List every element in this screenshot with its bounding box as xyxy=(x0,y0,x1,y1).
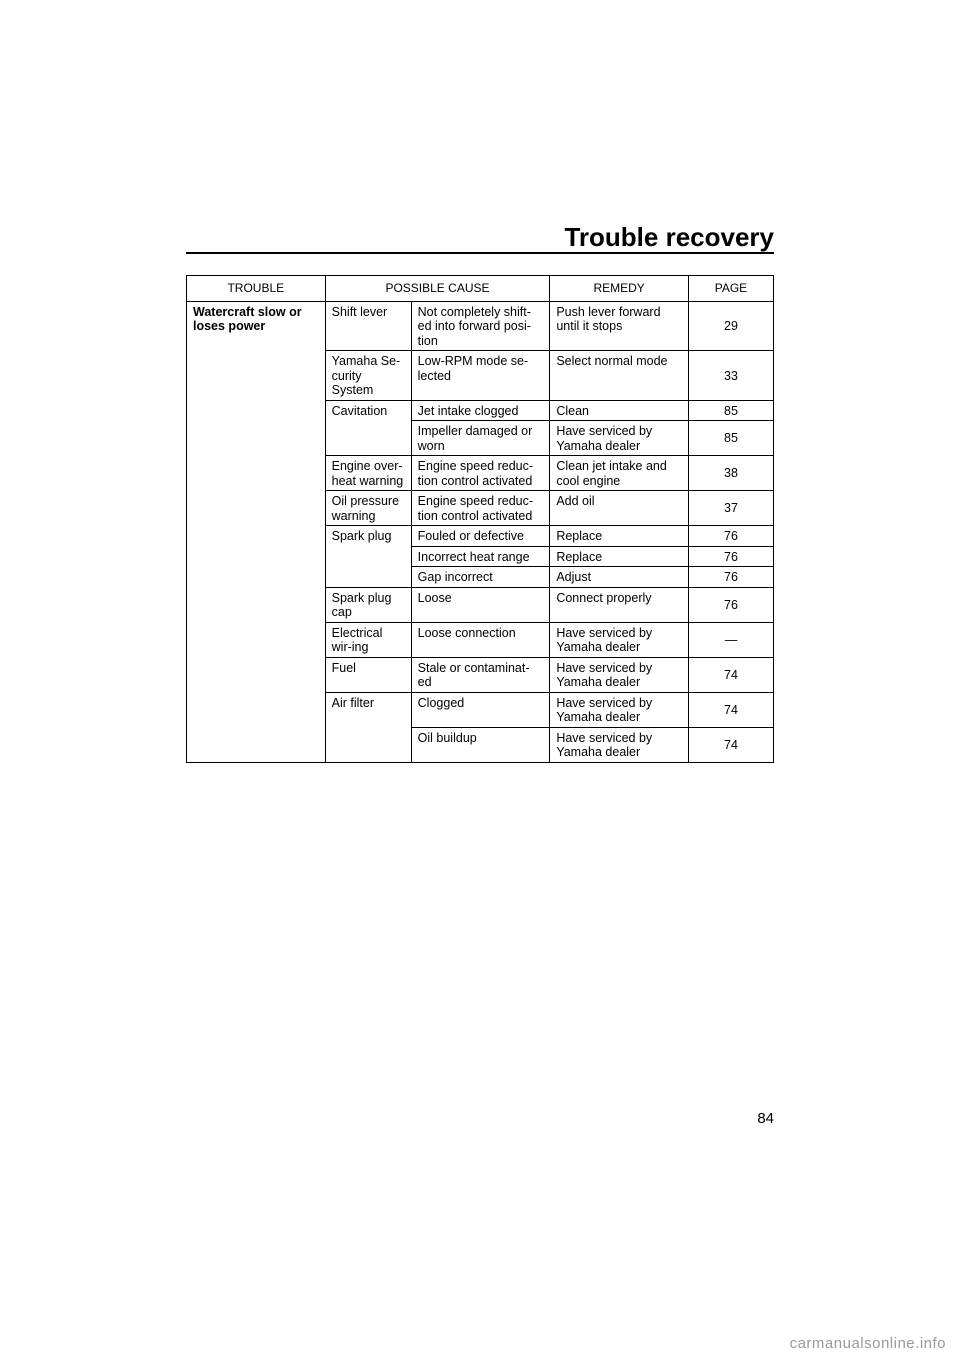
remedy-cell: Have serviced by Yamaha dealer xyxy=(550,657,689,692)
page-cell: 33 xyxy=(688,351,773,401)
remedy-cell: Replace xyxy=(550,526,689,547)
page-cell: 29 xyxy=(688,301,773,351)
page-cell: 76 xyxy=(688,567,773,588)
cause-detail-cell: Stale or contaminat-ed xyxy=(411,657,550,692)
remedy-cell: Replace xyxy=(550,546,689,567)
remedy-cell: Have serviced by Yamaha dealer xyxy=(550,692,689,727)
remedy-cell: Have serviced by Yamaha dealer xyxy=(550,421,689,456)
cause-detail-cell: Fouled or defective xyxy=(411,526,550,547)
page-cell: 37 xyxy=(688,491,773,526)
cause-detail-cell: Impeller damaged or worn xyxy=(411,421,550,456)
page-cell: — xyxy=(688,622,773,657)
remedy-cell: Connect properly xyxy=(550,587,689,622)
cause-main-cell: Shift lever xyxy=(325,301,411,351)
page-cell: 38 xyxy=(688,456,773,491)
cause-detail-cell: Incorrect heat range xyxy=(411,546,550,567)
remedy-cell: Have serviced by Yamaha dealer xyxy=(550,727,689,762)
table-header-row xyxy=(187,276,774,302)
page-cell: 76 xyxy=(688,526,773,547)
remedy-cell: Select normal mode xyxy=(550,351,689,401)
page-cell: 74 xyxy=(688,692,773,727)
cause-main-cell: Cavitation xyxy=(325,400,411,456)
table-row xyxy=(187,301,774,351)
trouble-table xyxy=(186,275,774,763)
cause-detail-cell: Low-RPM mode se-lected xyxy=(411,351,550,401)
title-rule xyxy=(186,252,774,254)
cause-detail-cell: Engine speed reduc-tion control activated xyxy=(411,456,550,491)
column-header-possible-cause: POSSIBLE CAUSE xyxy=(325,276,550,302)
cause-main-cell: Spark plug cap xyxy=(325,587,411,622)
cause-main-cell: Electrical wir-ing xyxy=(325,622,411,657)
trouble-cell: Watercraft slow or loses power xyxy=(187,301,326,762)
page-number: 84 xyxy=(757,1110,774,1127)
page-cell: 85 xyxy=(688,400,773,421)
page-cell: 74 xyxy=(688,657,773,692)
cause-main-cell: Engine over-heat warning xyxy=(325,456,411,491)
cause-main-cell: Oil pressure warning xyxy=(325,491,411,526)
cause-detail-cell: Engine speed reduc-tion control activated xyxy=(411,491,550,526)
cause-detail-cell: Gap incorrect xyxy=(411,567,550,588)
cause-main-cell: Yamaha Se-curity System xyxy=(325,351,411,401)
cause-detail-cell: Clogged xyxy=(411,692,550,727)
page-cell: 85 xyxy=(688,421,773,456)
remedy-cell: Clean xyxy=(550,400,689,421)
cause-detail-cell: Jet intake clogged xyxy=(411,400,550,421)
cause-detail-cell: Oil buildup xyxy=(411,727,550,762)
page-cell: 76 xyxy=(688,587,773,622)
remedy-cell: Adjust xyxy=(550,567,689,588)
page-title: Trouble recovery xyxy=(564,222,774,252)
remedy-cell: Clean jet intake and cool engine xyxy=(550,456,689,491)
cause-main-cell: Air filter xyxy=(325,692,411,762)
page-cell: 74 xyxy=(688,727,773,762)
cause-main-cell: Spark plug xyxy=(325,526,411,588)
cause-main-cell: Fuel xyxy=(325,657,411,692)
remedy-cell: Add oil xyxy=(550,491,689,526)
page-cell: 76 xyxy=(688,546,773,567)
remedy-cell: Have serviced by Yamaha dealer xyxy=(550,622,689,657)
column-header-page: PAGE xyxy=(688,276,773,302)
column-header-trouble: TROUBLE xyxy=(187,276,326,302)
watermark-link[interactable]: carmanualsonline.info xyxy=(789,1335,946,1352)
remedy-cell: Push lever forward until it stops xyxy=(550,301,689,351)
column-header-remedy: REMEDY xyxy=(550,276,689,302)
cause-detail-cell: Not completely shift-ed into forward posi-tion xyxy=(411,301,550,351)
cause-detail-cell: Loose connection xyxy=(411,622,550,657)
cause-detail-cell: Loose xyxy=(411,587,550,622)
